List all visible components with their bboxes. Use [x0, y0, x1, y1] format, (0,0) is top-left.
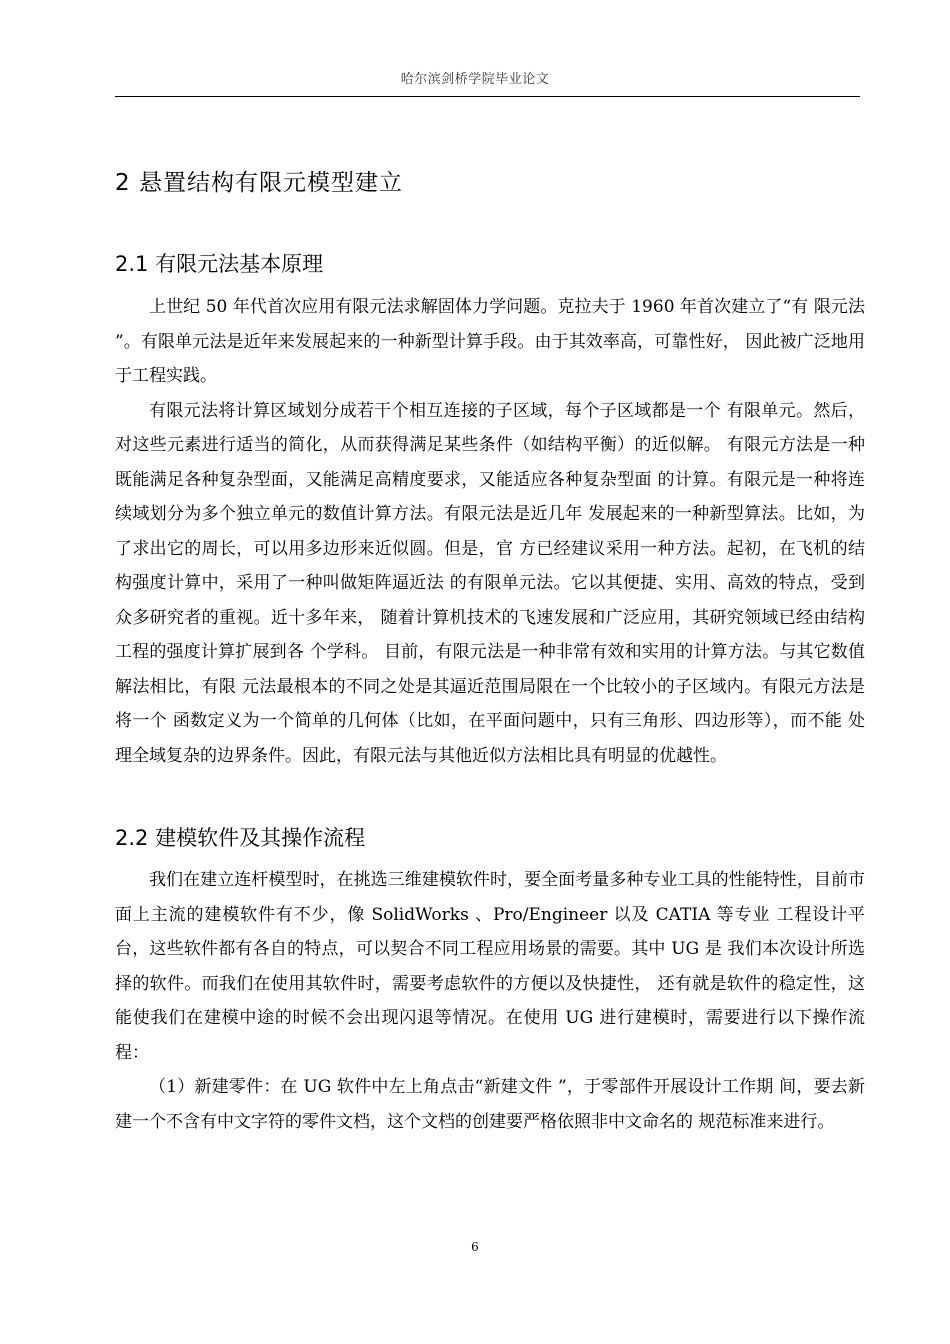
paragraph: 我们在建立连杆模型时，在挑选三维建模软件时，要全面考量多种专业工具的性能特性，目前市面上主流的建模软件有不少，像 SolidWorks 、Pro/Engineer 以及 CATIA 等专业 工程设计平台，这些软件都有各自的特点，可以契合不同工程应用场景的需要。其中 UG 是 我们本次设计所选择的软件。而我们在使用其软件时，需要考虑软件的方便以及快捷性， 还有就是软件的稳定性，这能使我们在建模中途的时候不会出现闪退等情况。在使用 UG 进行建模时，需要进行以下操作流程：: [115, 870, 865, 1063]
paragraph: 有限元法将计算区域划分成若干个相互连接的子区域，每个子区域都是一个 有限单元。然后，对这些元素进行适当的简化，从而获得满足某些条件（如结构平衡）的近似解。 有限元方法是一种既能满足各种复杂型面，又能满足高精度要求，又能适应各种复杂型面 的计算。有限元是一种将连续域划分为多个独立单元的数值计算方法。有限元法是近几年 发展起来的一种新型算法。比如，为了求出它的周长，可以用多边形来近似圆。但是，官 方已经建议采用一种方法。起初，在飞机的结构强度计算中，采用了一种叫做矩阵逼近法 的有限单元法。它以其便捷、实用、高效的特点，受到众多研究者的重视。近十多年来， 随着计算机技术的飞速发展和广泛应用，其研究领域已经由结构工程的强度计算扩展到各 个学科。 目前，有限元法是一种非常有效和实用的计算方法。与其它数值解法相比，有限 元法最根本的不同之处是其逼近范围局限在一个比较小的子区域内。有限元方法是将一个 函数定义为一个简单的几何体（比如，在平面问题中，只有三角形、四边形等），而不能 处理全域复杂的边界条件。因此，有限元法与其他近似方法相比具有明显的优越性。: [115, 400, 865, 766]
section-body: [115, 863, 865, 1139]
running-header: 哈尔滨剑桥学院毕业论文: [400, 72, 550, 87]
chapter-title: 2 悬置结构有限元模型建立: [115, 170, 403, 196]
section-title: 2.2 建模软件及其操作流程: [115, 826, 366, 850]
section-title: 2.1 有限元法基本原理: [115, 252, 324, 276]
paragraph: （1）新建零件：在 UG 软件中左上角点击“新建文件 ”，于零部件开展设计工作期 间，要去新建一个不含有中文字符的零件文档，这个文档的创建要严格依照非中文命名的 规范标准来进行。: [115, 1077, 865, 1132]
page-number: 6: [471, 1240, 479, 1254]
section-body: [115, 290, 865, 773]
paragraph: 上世纪 50 年代首次应用有限元法求解固体力学问题。克拉夫于 1960 年首次建立了“有 限元法 ”。有限单元法是近年来发展起来的一种新型计算手段。由于其效率高，可靠性好， 因此被广泛地用于工程实践。: [115, 297, 865, 386]
header-divider: [115, 96, 860, 97]
